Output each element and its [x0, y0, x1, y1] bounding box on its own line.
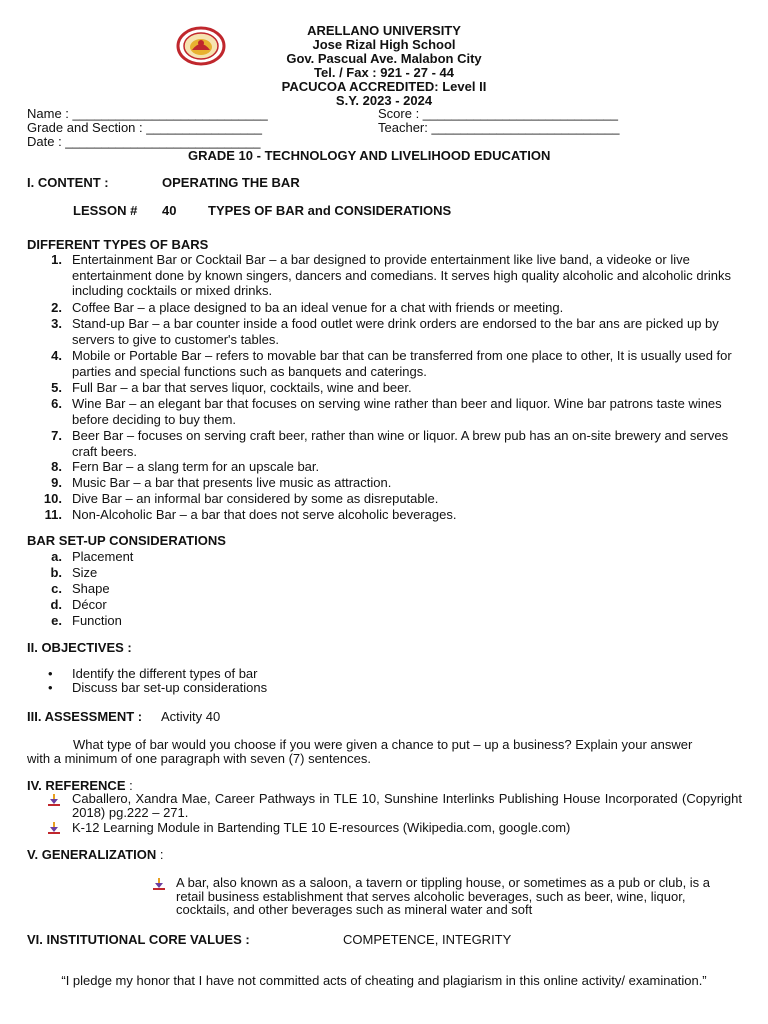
arrow-bullet-icon [48, 794, 60, 806]
score-field[interactable]: Score : ___________________________ [378, 106, 619, 121]
list-number: 8. [51, 459, 62, 474]
list-item: Coffee Bar – a place designed to ba an ideal venue for a chat with friends or meeting. [72, 300, 564, 315]
list-number: 10. [43, 491, 62, 506]
list-number: 5. [51, 380, 62, 395]
date-field[interactable]: Date : ___________________________ [27, 134, 261, 149]
grade-section-field[interactable]: Grade and Section : ________________ [27, 120, 262, 135]
list-number: 4. [51, 348, 62, 363]
school-address: Gov. Pascual Ave. Malabon City [286, 51, 482, 66]
branch-name: Jose Rizal High School [312, 37, 456, 52]
arrow-bullet-icon [48, 822, 60, 834]
list-item: Function [72, 613, 122, 628]
list-item: Dive Bar – an informal bar considered by some as disreputable. [72, 491, 439, 506]
reference-item: K-12 Learning Module in Bartending TLE 10 E-resources (Wikipedia.com, google.com) [72, 820, 571, 835]
accreditation: PACUCOA ACCREDITED: Level II [281, 79, 487, 94]
assessment-heading: III. ASSESSMENT : [27, 709, 143, 724]
list-letter: e. [51, 613, 62, 628]
core-values-heading: VI. INSTITUTIONAL CORE VALUES : [27, 932, 250, 947]
document-title: GRADE 10 - TECHNOLOGY AND LIVELIHOOD EDUCATION [188, 148, 551, 163]
bullet-icon: • [48, 666, 53, 681]
honor-pledge: “I pledge my honor that I have not committed acts of cheating and plagiarism in this online activity/ examination.” [61, 973, 707, 988]
list-item: Beer Bar – focuses on serving craft beer, rather than wine or liquor. A brew pub has an on-site brewery and serves craft beers. [72, 428, 729, 459]
list-number: 2. [51, 300, 62, 315]
list-item: Entertainment Bar or Cocktail Bar – a bar designed to provide entertainment like live band, a videoke or live entertainment done by known singers, dancers and comedians. It serves high quality alcoholic and alcoholic drinks including cocktails or mixed drinks. [72, 252, 732, 298]
school-name: ARELLANO UNIVERSITY [307, 23, 461, 38]
list-item: Size [72, 565, 98, 580]
objective-item: Identify the different types of bar [72, 666, 258, 681]
list-letter: a. [51, 549, 62, 564]
core-values: COMPETENCE, INTEGRITY [343, 932, 512, 947]
name-field[interactable]: Name : ___________________________ [27, 106, 268, 121]
assessment-question-line2: with a minimum of one paragraph with seven (7) sentences. [27, 751, 371, 766]
objective-item: Discuss bar set-up considerations [72, 680, 268, 695]
list-item: Full Bar – a bar that serves liquor, cocktails, wine and beer. [72, 380, 412, 395]
lesson-label: LESSON # [73, 203, 138, 218]
list-number: 7. [51, 428, 62, 443]
list-item: Shape [72, 581, 110, 596]
list-item: Stand-up Bar – a bar counter inside a food outlet were drink orders are endorsed to the bar ans are picked up by servers to give to customer's tables. [72, 316, 719, 347]
reference-colon: : [129, 778, 133, 793]
generalization-heading-row [27, 847, 164, 862]
list-letter: d. [50, 597, 62, 612]
list-item: Mobile or Portable Bar – refers to movable bar that can be transferred from one place to other, It is usually used for parties and special functions such as banquets and caterings. [72, 348, 732, 379]
assessment-question-line1: What type of bar would you choose if you were given a chance to put – up a business? Explain your answer [73, 737, 693, 752]
list-letter: b. [50, 565, 62, 580]
bullet-icon: • [48, 680, 53, 695]
teacher-field[interactable]: Teacher: __________________________ [378, 120, 620, 135]
list-item: Wine Bar – an elegant bar that focuses on serving wine rather than beer and liquor. Wine bar patrons taste wines before deciding to buy them. [72, 396, 722, 427]
list-letter: c. [51, 581, 62, 596]
list-number: 1. [51, 252, 62, 267]
school-contact: Tel. / Fax : 921 - 27 - 44 [314, 65, 454, 80]
list-number: 11. [44, 507, 62, 522]
generalization-colon: : [159, 847, 164, 862]
lesson-title: TYPES OF BAR and CONSIDERATIONS [208, 203, 452, 218]
list-item: Placement [72, 549, 134, 564]
lesson-number: 40 [162, 203, 177, 218]
considerations-heading: BAR SET-UP CONSIDERATIONS [27, 533, 226, 548]
generalization-heading: V. GENERALIZATION [27, 847, 157, 862]
objectives-heading: II. OBJECTIVES : [27, 640, 132, 655]
arrow-bullet-icon [153, 878, 165, 890]
list-number: 9. [51, 475, 62, 490]
content-label: I. CONTENT : [27, 175, 109, 190]
assessment-activity: Activity 40 [161, 709, 221, 724]
list-item: Décor [72, 597, 107, 612]
school-year: S.Y. 2023 - 2024 [335, 93, 433, 108]
generalization-text: A bar, also known as a saloon, a tavern or tippling house, or sometimes as a pub or club, is a retail business establishment that serves alcoholic beverages, such as beer, wine, liquor, cocktails, and other beverages such as mineral water and soft [176, 875, 711, 917]
list-item: Non-Alcoholic Bar – a bar that does not serve alcoholic beverages. [72, 507, 457, 522]
list-number: 3. [51, 316, 62, 331]
list-item: Fern Bar – a slang term for an upscale bar. [72, 459, 320, 474]
content-value: OPERATING THE BAR [162, 175, 300, 190]
reference-item: Caballero, Xandra Mae, Career Pathways in TLE 10, Sunshine Interlinks Publishing House Incorporated (Copyright 2018) pg.222 – 271. [72, 791, 742, 820]
list-number: 6. [51, 396, 62, 411]
reference-heading: IV. REFERENCE [27, 778, 126, 793]
bar-types-heading: DIFFERENT TYPES OF BARS [27, 237, 209, 252]
list-item: Music Bar – a bar that presents live music as attraction. [72, 475, 392, 490]
